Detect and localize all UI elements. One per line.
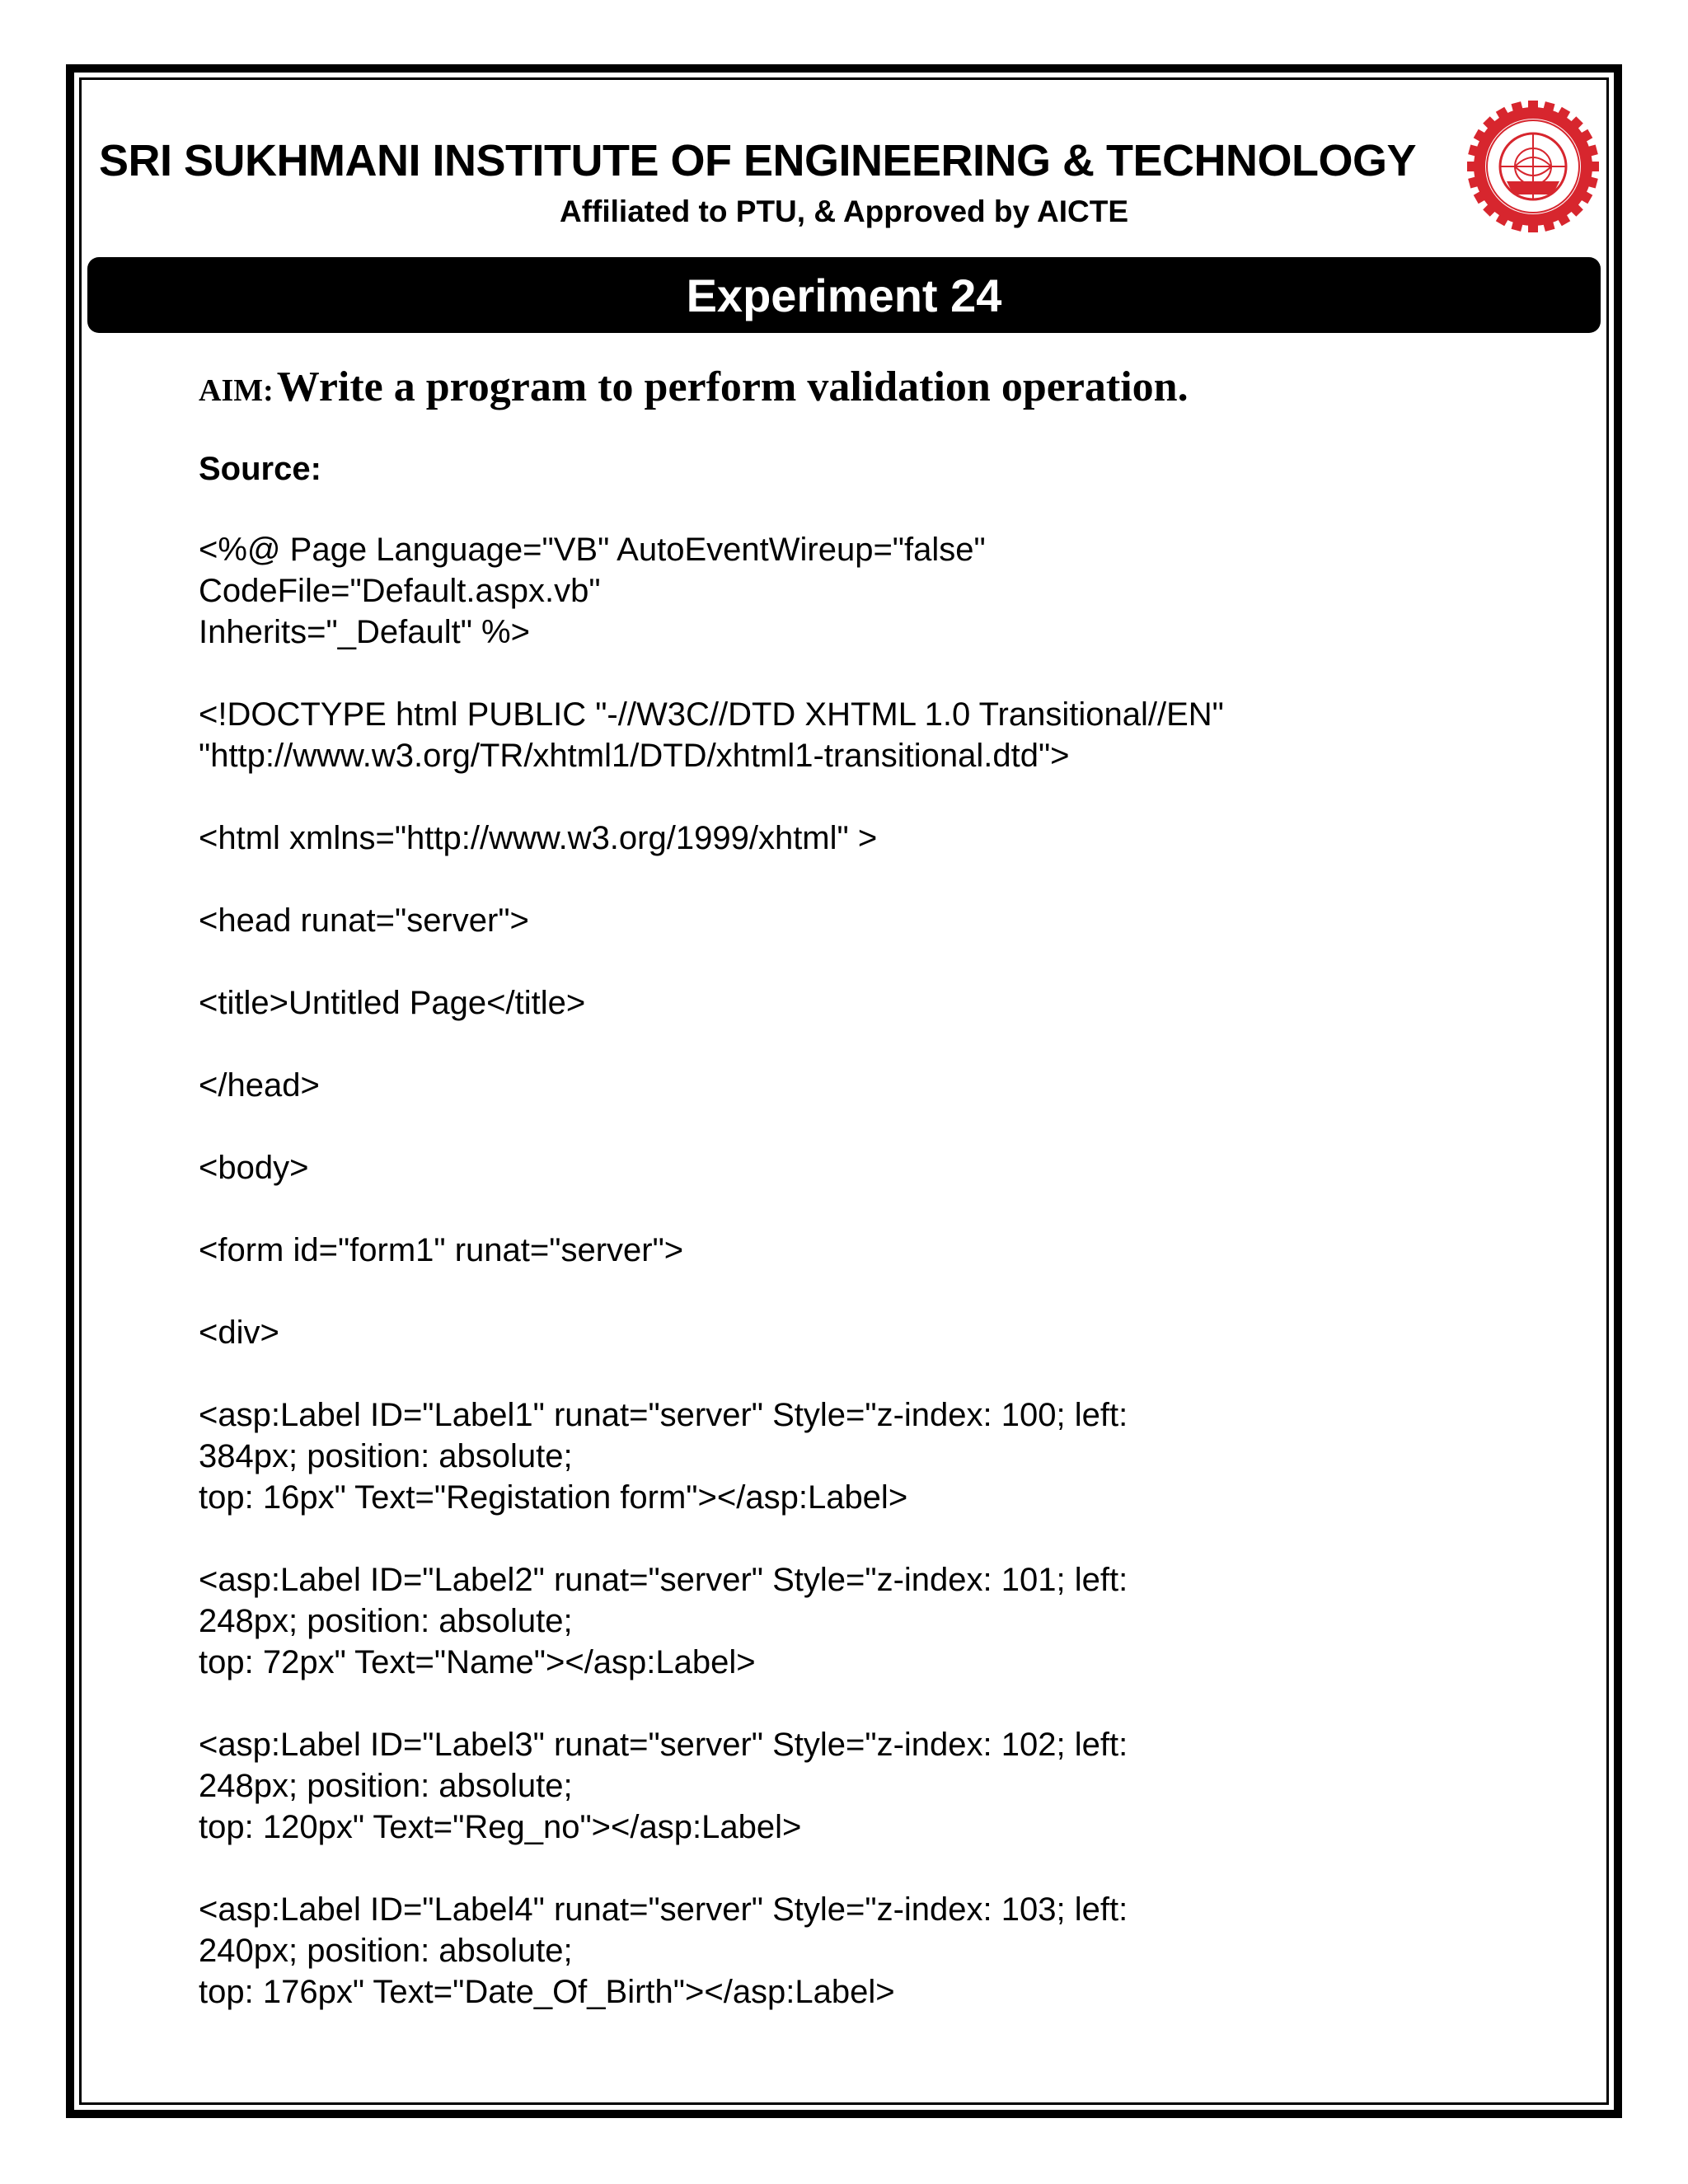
code-line: </head> (199, 1067, 320, 1104)
code-block (199, 1147, 1559, 1188)
code-line: top: 72px" Text="Name"></asp:Label> (199, 1644, 756, 1680)
code-line: <asp:Label ID="Label2" runat="server" Style="z-index: 101; left: (199, 1562, 1128, 1598)
code-block (199, 694, 1559, 776)
code-block (199, 818, 1559, 859)
code-line: <asp:Label ID="Label3" runat="server" Style="z-index: 102; left: (199, 1727, 1128, 1763)
code-block (199, 1889, 1559, 2013)
code-line: CodeFile="Default.aspx.vb" (199, 573, 601, 609)
code-line: Inherits="_Default" %> (199, 614, 530, 650)
code-line: <!DOCTYPE html PUBLIC "-//W3C//DTD XHTML 1.0 Transitional//EN" (199, 696, 1224, 733)
code-line: top: 120px" Text="Reg_no"></asp:Label> (199, 1809, 802, 1845)
aim-line (199, 363, 1559, 411)
code-line: <%@ Page Language="VB" AutoEventWireup="false" (199, 532, 986, 568)
code-line: <asp:Label ID="Label4" runat="server" Style="z-index: 103; left: (199, 1891, 1128, 1928)
code-line: <form id="form1" runat="server"> (199, 1232, 684, 1268)
code-line: <head runat="server"> (199, 902, 529, 939)
source-code (199, 529, 1559, 2013)
affiliation-line: Affiliated to PTU, & Approved by AICTE (560, 194, 1128, 228)
experiment-title: Experiment 24 (686, 269, 1002, 321)
code-block (199, 529, 1559, 653)
document-body (199, 363, 1559, 2054)
code-line: 248px; position: absolute; (199, 1768, 573, 1804)
aim-text: Write a program to perform validation operation. (276, 363, 1189, 410)
code-block (199, 1394, 1559, 1518)
seal-gear-ring (1467, 101, 1599, 232)
source-label: Source: (199, 451, 321, 487)
code-line: <asp:Label ID="Label1" runat="server" Style="z-index: 100; left: (199, 1397, 1128, 1433)
code-block (199, 1312, 1559, 1353)
code-line: <html xmlns="http://www.w3.org/1999/xhtml" > (199, 820, 878, 856)
institute-seal-logo-icon (1467, 101, 1599, 232)
institute-name: SRI SUKHMANI INSTITUTE OF ENGINEERING & TECHNOLOGY (99, 136, 1417, 185)
code-line: "http://www.w3.org/TR/xhtml1/DTD/xhtml1-transitional.dtd"> (199, 738, 1070, 774)
code-block (199, 900, 1559, 941)
code-line: 248px; position: absolute; (199, 1603, 573, 1639)
code-block (199, 1559, 1559, 1683)
code-line: top: 16px" Text="Registation form"></asp:Label> (199, 1479, 908, 1516)
code-line: <div> (199, 1315, 279, 1351)
code-line: <title>Untitled Page</title> (199, 985, 586, 1021)
experiment-banner (87, 257, 1601, 333)
code-line: <body> (199, 1150, 309, 1186)
code-line: 384px; position: absolute; (199, 1438, 573, 1474)
code-block (199, 1065, 1559, 1106)
code-line: 240px; position: absolute; (199, 1933, 573, 1969)
code-block (199, 1724, 1559, 1848)
code-block (199, 1230, 1559, 1271)
code-line: top: 176px" Text="Date_Of_Birth"></asp:Label> (199, 1974, 895, 2010)
code-block (199, 982, 1559, 1024)
aim-label: AIM: (199, 373, 274, 408)
